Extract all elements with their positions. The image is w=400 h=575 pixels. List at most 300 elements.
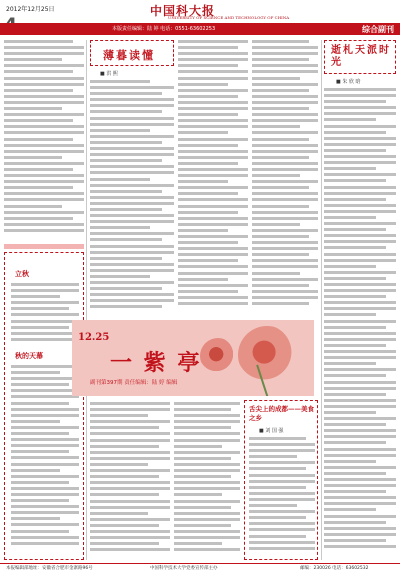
body-text-line: [178, 83, 228, 86]
body-text-line: [178, 168, 248, 171]
body-text-line: [252, 70, 318, 73]
body-text-line: [178, 211, 238, 214]
body-text-line: [324, 496, 396, 499]
body-text-line: [178, 186, 248, 189]
body-text-line: [324, 118, 376, 121]
poem-text-2: [11, 365, 79, 555]
body-text-line: [252, 119, 318, 122]
body-text-line: [11, 389, 79, 392]
body-text-line: [11, 432, 69, 435]
body-text-line: [252, 253, 309, 256]
flower-illustration-small: [200, 338, 236, 374]
body-text-line: [324, 448, 396, 451]
body-text-line: [324, 198, 386, 201]
body-text-line: [11, 332, 79, 335]
body-text-line: [178, 125, 248, 128]
body-text-line: [252, 247, 318, 250]
body-text-line: [324, 313, 376, 316]
body-text-line: [324, 411, 376, 414]
body-text-line: [324, 362, 376, 365]
body-text-line: [252, 150, 318, 153]
body-text-line: [90, 439, 170, 442]
body-text-line: [90, 257, 162, 260]
body-text-line: [11, 307, 69, 310]
body-text-line: [174, 420, 240, 423]
body-text-line: [324, 289, 396, 292]
body-text-line: [324, 472, 386, 475]
body-text-line: [324, 149, 386, 152]
body-text-line: [11, 493, 79, 496]
body-text-line: [252, 131, 318, 134]
body-text-line: [90, 463, 148, 466]
body-text-line: [11, 383, 69, 386]
body-text-line: [90, 263, 174, 266]
body-text-line: [11, 481, 69, 484]
body-text-line: [174, 530, 240, 533]
body-text-line: [324, 112, 396, 115]
body-text-line: [4, 180, 84, 183]
body-text-line: [11, 283, 79, 286]
body-text-line: [90, 469, 170, 472]
body-text-line: [90, 432, 170, 435]
body-text-line: [11, 377, 79, 380]
body-text-line: [324, 460, 376, 463]
body-text-line: [11, 426, 79, 429]
body-text-line: [249, 492, 315, 495]
body-text-line: [90, 153, 174, 156]
body-text-line: [252, 52, 318, 55]
body-text-line: [90, 445, 159, 448]
center-article-title: 薄暮读懂: [103, 49, 155, 62]
body-text-line: [252, 284, 309, 287]
body-text-line: [249, 437, 306, 440]
body-text-line: [324, 399, 396, 402]
body-text-line: [324, 393, 386, 396]
body-text-line: [252, 107, 309, 110]
body-text-line: [4, 83, 84, 86]
body-text-line: [252, 296, 318, 299]
body-text-line: [11, 395, 79, 398]
body-text-line: [178, 113, 238, 116]
page-header: [0, 0, 400, 36]
body-text-line: [249, 480, 315, 483]
body-text-line: [324, 100, 386, 103]
body-text-line: [324, 246, 386, 249]
body-text-line: [324, 326, 386, 329]
body-text-line: [324, 283, 396, 286]
body-text-line: [324, 338, 396, 341]
body-text-line: [90, 135, 174, 138]
body-text-line: [324, 106, 396, 109]
body-text-line: [90, 408, 170, 411]
body-text-line: [11, 542, 79, 545]
body-text-line: [178, 174, 248, 177]
bottom-mid-article: [174, 402, 240, 560]
body-text-line: [252, 192, 318, 195]
body-text-line: [11, 438, 79, 441]
body-text-line: [90, 524, 159, 527]
body-text-line: [178, 162, 238, 165]
body-text-line: [174, 512, 240, 515]
body-text-line: [90, 275, 150, 278]
body-text-line: [324, 131, 386, 134]
body-text-line: [4, 192, 84, 195]
body-text-line: [178, 223, 248, 226]
body-text-line: [178, 46, 238, 49]
body-text-line: [174, 542, 222, 545]
body-text-line: [90, 214, 174, 217]
body-text-line: [90, 202, 174, 205]
body-text-line: [252, 40, 309, 43]
body-text-line: [252, 290, 318, 293]
body-text-line: [174, 506, 231, 509]
center-title-box: [90, 40, 174, 66]
body-text-line: [178, 77, 248, 80]
body-text-line: [324, 368, 396, 371]
body-text-line: [178, 52, 248, 55]
body-text-line: [4, 107, 62, 110]
left-column-top: [4, 40, 84, 240]
body-text-line: [90, 457, 170, 460]
body-text-line: [249, 541, 315, 544]
masthead-subtitle: UNIVERSITY OF SCIENCE AND TECHNOLOGY OF CHINA: [168, 15, 290, 20]
body-text-line: [174, 536, 240, 539]
body-text-line: [324, 466, 396, 469]
body-text-line: [178, 192, 238, 195]
body-text-line: [4, 131, 84, 134]
issue-date: 2012年12月25日: [6, 6, 55, 13]
body-text-line: [252, 302, 309, 305]
body-text-line: [324, 515, 396, 518]
body-text-line: [174, 426, 231, 429]
body-text-line: [252, 83, 318, 86]
body-text-line: [324, 137, 396, 140]
body-text-line: [249, 510, 315, 513]
body-text-line: [324, 502, 396, 505]
body-text-line: [11, 505, 79, 508]
body-text-line: [324, 192, 396, 195]
right-article-title: 逝札天派时光: [331, 45, 391, 68]
body-text-line: [90, 220, 174, 223]
body-text-line: [90, 506, 170, 509]
body-text-line: [174, 439, 240, 442]
poetry-box: [4, 252, 84, 560]
body-text-line: [178, 278, 228, 281]
food-article-body: [249, 437, 315, 557]
left-section-bar: [4, 244, 84, 249]
body-text-line: [249, 528, 315, 531]
body-text-line: [174, 524, 231, 527]
body-text-line: [11, 338, 79, 341]
body-text-line: [252, 198, 318, 201]
body-text-line: [4, 40, 73, 43]
body-text-line: [324, 332, 396, 335]
body-text-line: [90, 305, 162, 308]
body-text-line: [11, 301, 79, 304]
body-text-line: [252, 58, 309, 61]
body-text-line: [324, 125, 396, 128]
body-text-line: [249, 449, 315, 452]
body-text-line: [4, 113, 84, 116]
body-text-line: [11, 511, 79, 514]
body-text-line: [324, 441, 386, 444]
body-text-line: [324, 295, 386, 298]
body-text-line: [178, 138, 248, 141]
food-article-box: [244, 400, 318, 560]
body-text-line: [90, 542, 159, 545]
body-text-line: [252, 211, 318, 214]
right-article-body: [324, 88, 396, 560]
body-text-line: [178, 229, 228, 232]
body-text-line: [90, 420, 170, 423]
body-text-line: [90, 245, 174, 248]
body-text-line: [178, 180, 228, 183]
body-text-line: [252, 138, 309, 141]
body-text-line: [324, 387, 396, 390]
supplement-issue-info: 副刊第397期 责任编辑：陆 婷 编辑: [90, 380, 178, 386]
body-text-line: [4, 89, 73, 92]
body-text-line: [4, 77, 84, 80]
right-title-box: [324, 40, 396, 74]
body-text-line: [324, 545, 396, 548]
body-text-line: [178, 40, 248, 43]
body-text-line: [178, 156, 248, 159]
body-text-line: [11, 420, 60, 423]
poem-text-1: [11, 283, 79, 343]
body-text-line: [90, 226, 150, 229]
body-text-line: [90, 500, 170, 503]
body-text-line: [324, 186, 396, 189]
body-text-line: [178, 64, 238, 67]
body-text-line: [178, 198, 248, 201]
body-text-line: [252, 174, 300, 177]
body-text-line: [249, 486, 306, 489]
body-text-line: [11, 499, 69, 502]
body-text-line: [324, 143, 396, 146]
body-text-line: [90, 487, 170, 490]
body-text-line: [324, 356, 396, 359]
body-text-line: [249, 535, 306, 538]
column-divider: [86, 40, 87, 560]
body-text-line: [252, 46, 318, 49]
body-text-line: [324, 423, 386, 426]
body-text-line: [178, 70, 248, 73]
body-text-line: [90, 402, 170, 405]
body-text-line: [4, 156, 62, 159]
body-text-line: [252, 89, 309, 92]
body-text-line: [174, 408, 231, 411]
body-text-line: [178, 101, 248, 104]
body-text-line: [4, 150, 84, 153]
body-text-line: [324, 204, 396, 207]
body-text-line: [90, 80, 150, 83]
section-name: 综合副刊: [362, 24, 394, 34]
body-text-line: [324, 381, 396, 384]
poem-title-1: 立秋: [15, 269, 29, 278]
center-article-col-2: [178, 40, 248, 316]
body-text-line: [90, 104, 174, 107]
body-text-line: [90, 98, 174, 101]
body-text-line: [4, 101, 84, 104]
center-article-byline: ■ 洪 熙: [100, 71, 118, 77]
body-text-line: [178, 58, 248, 61]
food-article-title: 舌尖上的成都——美食之乡: [249, 405, 314, 422]
body-text-line: [4, 186, 73, 189]
body-text-line: [252, 156, 309, 159]
body-text-line: [90, 184, 174, 187]
body-text-line: [324, 539, 386, 542]
body-text-line: [90, 110, 162, 113]
body-text-line: [4, 223, 84, 226]
body-text-line: [174, 493, 222, 496]
body-text-line: [252, 205, 309, 208]
body-text-line: [90, 414, 148, 417]
body-text-line: [174, 445, 222, 448]
body-text-line: [90, 536, 170, 539]
body-text-line: [174, 481, 240, 484]
body-text-line: [11, 469, 60, 472]
body-text-line: [178, 259, 238, 262]
banner-date: 12.25: [78, 332, 110, 343]
body-text-line: [249, 547, 315, 550]
footer-contact: 邮编：230026 电话：63602532: [300, 566, 369, 571]
body-text-line: [324, 350, 396, 353]
body-text-line: [252, 180, 318, 183]
body-text-line: [252, 217, 318, 220]
body-text-line: [252, 186, 309, 189]
body-text-line: [324, 478, 396, 481]
body-text-line: [4, 52, 84, 55]
body-text-line: [324, 88, 396, 91]
body-text-line: [90, 92, 162, 95]
body-text-line: [324, 307, 396, 310]
body-text-line: [324, 301, 396, 304]
right-article-byline: ■ 朱 欣 晗: [336, 79, 361, 85]
body-text-line: [249, 498, 315, 501]
body-text-line: [11, 414, 79, 417]
bottom-left-article: [90, 402, 170, 560]
body-text-line: [249, 504, 297, 507]
body-text-line: [324, 344, 386, 347]
body-text-line: [90, 281, 174, 284]
body-text-line: [178, 131, 228, 134]
body-text-line: [178, 144, 238, 147]
body-text-line: [11, 517, 60, 520]
body-text-line: [4, 125, 84, 128]
body-text-line: [90, 530, 170, 533]
body-text-line: [324, 155, 396, 158]
body-text-line: [11, 463, 79, 466]
body-text-line: [90, 147, 174, 150]
body-text-line: [11, 320, 79, 323]
body-text-line: [90, 159, 162, 162]
body-text-line: [252, 272, 300, 275]
body-text-line: [324, 527, 396, 530]
body-text-line: [178, 95, 238, 98]
body-text-line: [11, 326, 69, 329]
body-text-line: [11, 523, 79, 526]
body-text-line: [252, 259, 318, 262]
body-text-line: [90, 232, 174, 235]
body-text-line: [4, 211, 84, 214]
body-text-line: [90, 269, 174, 272]
body-text-line: [249, 461, 315, 464]
body-text-line: [90, 299, 174, 302]
body-text-line: [178, 107, 248, 110]
body-text-line: [4, 64, 84, 67]
body-text-line: [4, 174, 84, 177]
header-bar-text: 本版责任编辑：陆 婷 电话：0551-63602253: [112, 26, 216, 32]
body-text-line: [90, 196, 174, 199]
body-text-line: [4, 229, 84, 232]
body-text-line: [249, 467, 306, 470]
body-text-line: [178, 235, 248, 238]
body-text-line: [11, 408, 79, 411]
body-text-line: [252, 168, 318, 171]
body-text-line: [174, 548, 240, 551]
body-text-line: [174, 414, 240, 417]
body-text-line: [324, 228, 386, 231]
right-column-divider: [321, 40, 322, 560]
body-text-line: [178, 89, 248, 92]
body-text-line: [90, 251, 174, 254]
body-text-line: [178, 284, 248, 287]
body-text-line: [324, 179, 386, 182]
body-text-line: [90, 171, 174, 174]
body-text-line: [252, 95, 318, 98]
newspaper-masthead: 中国科大报: [150, 4, 216, 18]
body-text-line: [324, 454, 396, 457]
body-text-line: [252, 223, 300, 226]
body-text-line: [178, 265, 248, 268]
body-text-line: [324, 405, 396, 408]
food-article-byline: ■ 刘 国 强: [259, 428, 284, 434]
body-text-line: [174, 451, 240, 454]
body-text-line: [324, 259, 396, 262]
body-text-line: [4, 138, 73, 141]
body-text-line: [249, 516, 306, 519]
body-text-line: [252, 101, 318, 104]
body-text-line: [11, 402, 69, 405]
body-text-line: [11, 456, 79, 459]
body-text-line: [11, 313, 79, 316]
body-text-line: [4, 205, 62, 208]
body-text-line: [11, 487, 79, 490]
body-text-line: [4, 217, 73, 220]
body-text-line: [90, 86, 174, 89]
body-text-line: [90, 129, 150, 132]
body-text-line: [11, 365, 79, 368]
body-text-line: [4, 70, 73, 73]
body-text-line: [324, 234, 396, 237]
body-text-line: [252, 113, 318, 116]
body-text-line: [90, 165, 174, 168]
body-text-line: [324, 435, 396, 438]
body-text-line: [4, 119, 73, 122]
body-text-line: [90, 426, 159, 429]
body-text-line: [324, 508, 376, 511]
body-text-line: [178, 205, 248, 208]
body-text-line: [90, 178, 150, 181]
flower-illustration: [238, 326, 296, 384]
body-text-line: [90, 141, 162, 144]
body-text-line: [90, 293, 174, 296]
body-text-line: [178, 253, 248, 256]
body-text-line: [324, 173, 396, 176]
poem-title-2: 秋的天幕: [15, 351, 43, 360]
body-text-line: [178, 119, 248, 122]
body-text-line: [90, 123, 174, 126]
